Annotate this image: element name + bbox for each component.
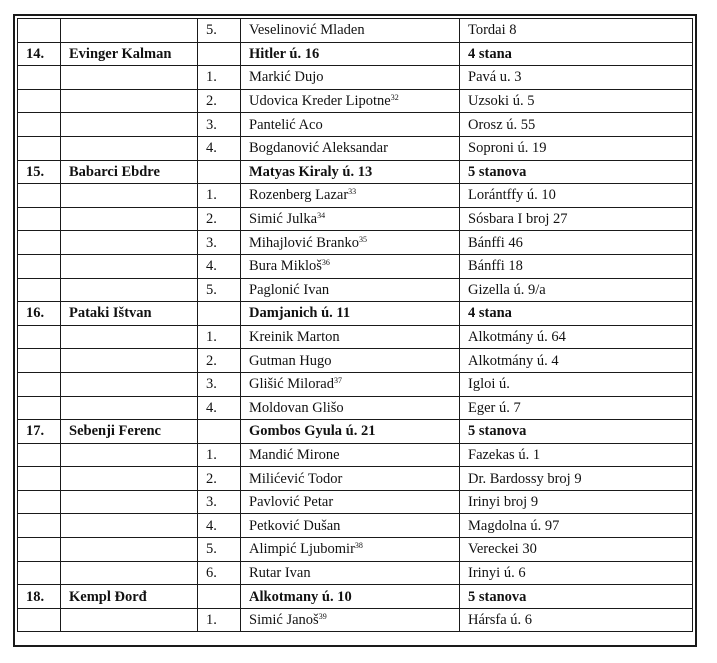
item-index-cell: 3. <box>198 372 241 396</box>
owner-name-cell: Kempl Đorđ <box>61 585 198 609</box>
address-cell: 4 stana <box>460 42 693 66</box>
table-row <box>18 231 693 255</box>
item-index-cell: 4. <box>198 396 241 420</box>
section-number-cell <box>18 19 61 43</box>
item-index-cell: 1. <box>198 184 241 208</box>
owner-name-cell <box>61 349 198 373</box>
footnote-marker: 32 <box>390 93 399 103</box>
item-index-cell: 4. <box>198 136 241 160</box>
name-cell <box>241 585 460 609</box>
item-index-cell <box>198 585 241 609</box>
table-row <box>18 207 693 231</box>
item-index-cell: 5. <box>198 278 241 302</box>
address-cell: Lorántffy ú. 10 <box>460 184 693 208</box>
owner-name-cell <box>61 89 198 113</box>
item-index-cell <box>198 42 241 66</box>
table-row <box>18 490 693 514</box>
address-cell: Hársfa ú. 6 <box>460 608 693 632</box>
section-number-cell <box>18 372 61 396</box>
address-cell: Sósbara I broj 27 <box>460 207 693 231</box>
address-cell: 5 stanova <box>460 585 693 609</box>
name-cell <box>241 608 460 632</box>
name-cell <box>241 302 460 326</box>
address-cell: Tordai 8 <box>460 19 693 43</box>
name-text: Bura Mikloš <box>249 258 322 275</box>
name-cell <box>241 231 460 255</box>
address-cell: Bánffi 18 <box>460 254 693 278</box>
name-text: Milićević Todor <box>249 470 343 487</box>
address-cell: 4 stana <box>460 302 693 326</box>
item-index-cell: 3. <box>198 231 241 255</box>
section-header-row <box>18 585 693 609</box>
section-number-cell <box>18 443 61 467</box>
section-number-cell <box>18 608 61 632</box>
owner-name-cell <box>61 66 198 90</box>
item-index-cell: 5. <box>198 538 241 562</box>
housing-table <box>17 18 693 632</box>
section-number-cell: 18. <box>18 585 61 609</box>
section-header-row <box>18 160 693 184</box>
item-index-cell: 1. <box>198 608 241 632</box>
name-text: Gutman Hugo <box>249 352 332 369</box>
item-index-cell: 6. <box>198 561 241 585</box>
item-index-cell: 1. <box>198 66 241 90</box>
name-text: Bogdanović Aleksandar <box>249 140 388 157</box>
owner-name-cell: Pataki Ištvan <box>61 302 198 326</box>
address-cell: Uzsoki ú. 5 <box>460 89 693 113</box>
owner-name-cell <box>61 207 198 231</box>
section-header-row <box>18 420 693 444</box>
table-row <box>18 113 693 137</box>
section-number-cell <box>18 89 61 113</box>
name-text: Pantelić Aco <box>249 116 323 133</box>
item-index-cell: 2. <box>198 89 241 113</box>
address-cell: Alkotmány ú. 64 <box>460 325 693 349</box>
item-index-cell <box>198 160 241 184</box>
table-row <box>18 608 693 632</box>
table-row <box>18 184 693 208</box>
owner-name-cell <box>61 254 198 278</box>
table-row <box>18 66 693 90</box>
name-text: Petković Dušan <box>249 517 341 534</box>
address-cell: Gizella ú. 9/a <box>460 278 693 302</box>
table-row <box>18 467 693 491</box>
table-row <box>18 443 693 467</box>
name-text: Alkotmany ú. 10 <box>249 588 352 605</box>
address-cell: Dr. Bardossy broj 9 <box>460 467 693 491</box>
name-cell <box>241 254 460 278</box>
item-index-cell: 2. <box>198 207 241 231</box>
owner-name-cell <box>61 561 198 585</box>
owner-name-cell <box>61 278 198 302</box>
section-number-cell <box>18 278 61 302</box>
name-cell <box>241 136 460 160</box>
name-cell <box>241 396 460 420</box>
name-text: Mandić Mirone <box>249 446 340 463</box>
address-cell: Eger ú. 7 <box>460 396 693 420</box>
table-row <box>18 325 693 349</box>
name-cell <box>241 325 460 349</box>
item-index-cell <box>198 302 241 326</box>
footnote-marker: 33 <box>348 187 357 197</box>
table-row <box>18 561 693 585</box>
name-cell <box>241 538 460 562</box>
footnote-marker: 35 <box>358 234 367 244</box>
section-number-cell <box>18 514 61 538</box>
section-header-row <box>18 42 693 66</box>
item-index-cell: 3. <box>198 490 241 514</box>
owner-name-cell <box>61 443 198 467</box>
section-number-cell <box>18 254 61 278</box>
item-index-cell: 5. <box>198 19 241 43</box>
table-row <box>18 19 693 43</box>
name-text: Alimpić Ljubomir <box>249 541 355 558</box>
item-index-cell: 3. <box>198 113 241 137</box>
item-index-cell: 2. <box>198 349 241 373</box>
owner-name-cell <box>61 490 198 514</box>
name-cell <box>241 19 460 43</box>
owner-name-cell <box>61 325 198 349</box>
name-cell <box>241 443 460 467</box>
name-text: Rutar Ivan <box>249 564 311 581</box>
table-row <box>18 514 693 538</box>
name-text: Moldovan Glišo <box>249 399 344 416</box>
section-header-row <box>18 302 693 326</box>
name-text: Rozenberg Lazar <box>249 187 349 204</box>
name-cell <box>241 420 460 444</box>
table-row <box>18 372 693 396</box>
item-index-cell: 4. <box>198 254 241 278</box>
item-index-cell: 4. <box>198 514 241 538</box>
section-number-cell <box>18 538 61 562</box>
name-cell <box>241 490 460 514</box>
name-text: Glišić Milorad <box>249 376 334 393</box>
name-cell <box>241 184 460 208</box>
address-cell: Orosz ú. 55 <box>460 113 693 137</box>
name-text: Simić Janoš <box>249 612 319 629</box>
section-number-cell <box>18 231 61 255</box>
owner-name-cell <box>61 467 198 491</box>
address-cell: Alkotmány ú. 4 <box>460 349 693 373</box>
name-text: Hitler ú. 16 <box>249 45 320 62</box>
footnote-marker: 38 <box>354 541 363 551</box>
address-cell: 5 stanova <box>460 160 693 184</box>
item-index-cell <box>198 420 241 444</box>
address-cell: Soproni ú. 19 <box>460 136 693 160</box>
section-number-cell <box>18 184 61 208</box>
table-row <box>18 349 693 373</box>
section-number-cell <box>18 113 61 137</box>
owner-name-cell: Sebenji Ferenc <box>61 420 198 444</box>
name-cell <box>241 89 460 113</box>
name-text: Paglonić Ivan <box>249 281 330 298</box>
address-cell: Igloi ú. <box>460 372 693 396</box>
address-cell: Irinyi ú. 6 <box>460 561 693 585</box>
section-number-cell <box>18 66 61 90</box>
name-cell <box>241 349 460 373</box>
address-cell: Fazekas ú. 1 <box>460 443 693 467</box>
name-cell <box>241 467 460 491</box>
item-index-cell: 1. <box>198 443 241 467</box>
item-index-cell: 1. <box>198 325 241 349</box>
name-cell <box>241 207 460 231</box>
name-cell <box>241 278 460 302</box>
section-number-cell <box>18 396 61 420</box>
owner-name-cell: Evinger Kalman <box>61 42 198 66</box>
table-row <box>18 254 693 278</box>
section-number-cell: 14. <box>18 42 61 66</box>
name-cell <box>241 66 460 90</box>
footnote-marker: 39 <box>318 612 327 622</box>
name-text: Markić Dujo <box>249 69 324 86</box>
name-text: Udovica Kreder Lipotne <box>249 93 391 110</box>
address-cell: Bánffi 46 <box>460 231 693 255</box>
address-cell: Vereckei 30 <box>460 538 693 562</box>
table-row <box>18 89 693 113</box>
name-cell <box>241 514 460 538</box>
section-number-cell: 17. <box>18 420 61 444</box>
name-cell <box>241 160 460 184</box>
name-text: Mihajlović Branko <box>249 234 359 251</box>
name-cell <box>241 561 460 585</box>
name-cell <box>241 372 460 396</box>
owner-name-cell <box>61 19 198 43</box>
name-cell <box>241 42 460 66</box>
owner-name-cell <box>61 136 198 160</box>
section-number-cell <box>18 467 61 491</box>
table-frame <box>13 14 697 647</box>
owner-name-cell: Babarci Ebdre <box>61 160 198 184</box>
table-row <box>18 396 693 420</box>
owner-name-cell <box>61 184 198 208</box>
table-row <box>18 278 693 302</box>
address-cell: Irinyi broj 9 <box>460 490 693 514</box>
table-row <box>18 538 693 562</box>
section-number-cell <box>18 207 61 231</box>
table-row <box>18 136 693 160</box>
section-number-cell <box>18 325 61 349</box>
owner-name-cell <box>61 372 198 396</box>
owner-name-cell <box>61 514 198 538</box>
name-text: Gombos Gyula ú. 21 <box>249 423 376 440</box>
section-number-cell <box>18 136 61 160</box>
name-text: Veselinović Mladen <box>249 22 365 39</box>
section-number-cell: 15. <box>18 160 61 184</box>
section-number-cell <box>18 490 61 514</box>
name-cell <box>241 113 460 137</box>
name-text: Kreinik Marton <box>249 329 340 346</box>
footnote-marker: 36 <box>321 258 330 268</box>
address-cell: 5 stanova <box>460 420 693 444</box>
owner-name-cell <box>61 538 198 562</box>
section-number-cell: 16. <box>18 302 61 326</box>
owner-name-cell <box>61 113 198 137</box>
footnote-marker: 34 <box>317 211 326 221</box>
address-cell: Pavá u. 3 <box>460 66 693 90</box>
section-number-cell <box>18 561 61 585</box>
name-text: Damjanich ú. 11 <box>249 305 351 322</box>
name-text: Pavlović Petar <box>249 494 334 511</box>
item-index-cell: 2. <box>198 467 241 491</box>
address-cell: Magdolna ú. 97 <box>460 514 693 538</box>
owner-name-cell <box>61 231 198 255</box>
name-text: Matyas Kiraly ú. 13 <box>249 163 373 180</box>
name-text: Simić Julka <box>249 211 318 228</box>
owner-name-cell <box>61 608 198 632</box>
section-number-cell <box>18 349 61 373</box>
owner-name-cell <box>61 396 198 420</box>
footnote-marker: 37 <box>333 376 342 386</box>
